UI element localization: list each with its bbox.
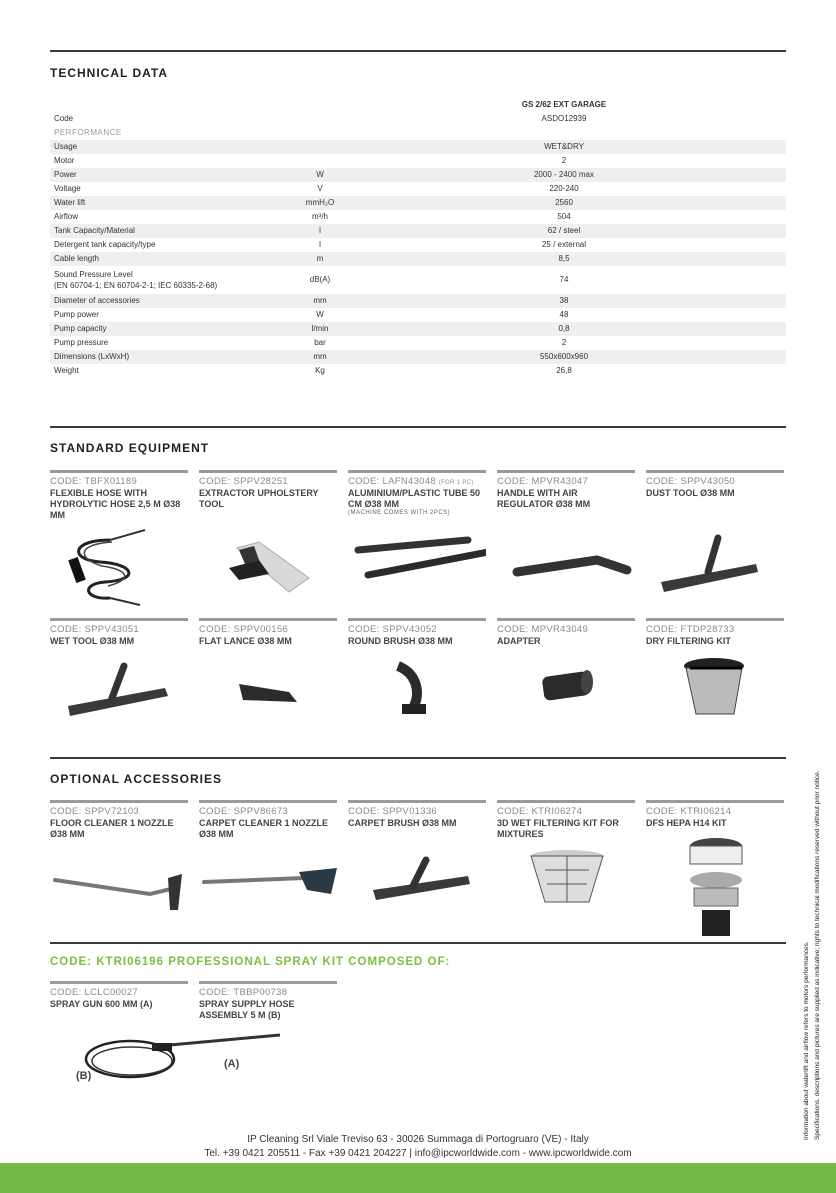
technical-data-table xyxy=(50,98,786,378)
standard-rule xyxy=(50,426,786,428)
item-code: CODE: KTRI06274 xyxy=(497,806,583,817)
item-title: FLAT LANCE Ø38 MM xyxy=(199,636,292,646)
equipment-card xyxy=(497,470,635,510)
table-row: Airflow m³/h 504 xyxy=(54,212,571,221)
accessory-card xyxy=(497,800,635,840)
item-title: SPRAY SUPPLY HOSE ASSEMBLY 5 M (B) xyxy=(199,999,295,1020)
equipment-card xyxy=(497,618,635,647)
item-title: FLOOR CLEANER 1 NOZZLE Ø38 MM xyxy=(50,818,174,839)
table-row: Voltage V 220-240 xyxy=(54,184,579,193)
item-title: ALUMINIUM/PLASTIC TUBE 50 CM Ø38 MM xyxy=(348,488,481,509)
table-row: Pump capacity l/min 0,8 xyxy=(50,322,786,336)
item-title: DRY FILTERING KIT xyxy=(646,636,731,646)
table-row: Weight Kg 26,8 xyxy=(54,366,572,375)
label-a: (A) xyxy=(224,1058,240,1070)
item-title: CARPET BRUSH Ø38 MM xyxy=(348,818,457,828)
footer-contact: Tel. +39 0421 205511 - Fax +39 0421 204227 | info@ipcworldwide.com - www.ipcworldwide.com xyxy=(204,1148,632,1159)
flat-lance-icon xyxy=(199,654,337,744)
item-title: CARPET CLEANER 1 NOZZLE Ø38 MM xyxy=(199,818,329,839)
item-code: CODE: TBFX01189 xyxy=(50,476,138,487)
label-b: (B) xyxy=(76,1070,92,1082)
equipment-card xyxy=(199,470,337,510)
accessory-card xyxy=(646,800,784,829)
equipment-card xyxy=(646,618,784,647)
equipment-card xyxy=(646,470,784,499)
equipment-card xyxy=(348,618,486,647)
table-row: Detergent tank capacity/type l 25 / external xyxy=(54,240,587,249)
item-title: HANDLE WITH AIR REGULATOR Ø38 MM xyxy=(497,488,591,509)
equipment-card xyxy=(348,470,486,516)
accessory-card xyxy=(348,800,486,829)
spray-kit-icon xyxy=(70,1025,310,1095)
upholstery-tool-icon xyxy=(199,520,337,610)
item-code: CODE: SPPV01336 xyxy=(348,806,437,817)
item-code: CODE: SPPV43050 xyxy=(646,476,735,487)
spray-kit-heading: CODE: KTRI06196 PROFESSIONAL SPRAY KIT COMPOSED OF: xyxy=(50,956,451,968)
table-row: Power W 2000 - 2400 max xyxy=(50,168,786,182)
item-title: FLEXIBLE HOSE WITH HYDROLYTIC HOSE 2,5 M Ø38 MM xyxy=(50,488,181,520)
item-title: ADAPTER xyxy=(497,636,541,646)
item-title: DUST TOOL Ø38 MM xyxy=(646,488,735,498)
item-title: 3D WET FILTERING KIT FOR MIXTURES xyxy=(497,818,619,839)
item-code: CODE: FTDP28733 xyxy=(646,624,735,635)
floor-cleaner-icon xyxy=(50,850,188,940)
carpet-cleaner-icon xyxy=(199,850,337,940)
item-code: CODE: SPPV43052 xyxy=(348,624,437,635)
item-title: DFS HEPA H14 KIT xyxy=(646,818,727,828)
item-code: CODE: LAFN43048 (FOR 1 PC) xyxy=(348,476,474,487)
item-note: (MACHINE COMES WITH 2PCS) xyxy=(348,510,451,516)
dust-tool-icon xyxy=(646,520,784,610)
wet-tool-icon xyxy=(50,654,188,744)
equipment-card xyxy=(50,618,188,647)
item-code: CODE: SPPV00156 xyxy=(199,624,288,635)
optional-rule xyxy=(50,757,786,759)
side-note: Information about waterlift and airflow refers to motors performances. Specifications, descriptions and pictures are supplied as indicative; rights to technical modifications reserved without prior notice. xyxy=(803,770,821,1140)
equipment-card xyxy=(199,618,337,647)
item-code: CODE: SPPV72103 xyxy=(50,806,139,817)
flexible-hose-icon xyxy=(50,520,188,610)
item-title: EXTRACTOR UPHOLSTERY TOOL xyxy=(199,488,319,509)
top-rule xyxy=(50,50,786,52)
equipment-card xyxy=(50,470,188,521)
item-title: ROUND BRUSH Ø38 MM xyxy=(348,636,453,646)
standard-equipment-heading: STANDARD EQUIPMENT xyxy=(50,441,210,455)
optional-accessories-heading: OPTIONAL ACCESSORIES xyxy=(50,772,223,786)
table-row: Tank Capacity/Material l 62 / steel xyxy=(50,224,786,238)
technical-data-heading: TECHNICAL DATA xyxy=(50,66,168,80)
item-code: CODE: SPPV43051 xyxy=(50,624,139,635)
item-code: CODE: MPVR43047 xyxy=(497,476,589,487)
item-code: CODE: LCLC00027 xyxy=(50,987,138,998)
carpet-brush-icon xyxy=(348,838,486,928)
item-code: CODE: SPPV86673 xyxy=(199,806,288,817)
table-row: Sound Pressure Level (EN 60704-1; EN 60704-2-1; IEC 60335-2-68) dB(A) 74 xyxy=(54,270,569,290)
footer-bar xyxy=(0,1163,836,1193)
item-title: WET TOOL Ø38 MM xyxy=(50,636,135,646)
adapter-icon xyxy=(497,654,635,744)
table-row: Pump pressure bar 2 xyxy=(54,338,567,347)
table-section-row: PERFORMANCE xyxy=(54,128,122,137)
handle-icon xyxy=(497,520,635,610)
filter-kit-icon xyxy=(646,654,784,744)
item-code: CODE: TBBP00738 xyxy=(199,987,288,998)
spray-rule xyxy=(50,942,786,944)
table-row: Code ASDO12939 xyxy=(54,114,587,123)
spray-card xyxy=(50,981,188,1010)
table-row: Diameter of accessories mm 38 xyxy=(50,294,786,308)
table-header xyxy=(50,98,786,112)
item-title: SPRAY GUN 600 MM (A) xyxy=(50,999,153,1009)
table-row: Cable length m 8,5 xyxy=(50,252,786,266)
item-code: CODE: KTRI06214 xyxy=(646,806,732,817)
spray-card xyxy=(199,981,337,1021)
table-row: Dimensions (LxWxH) mm 550x600x960 xyxy=(50,350,786,364)
wet-filter-kit-icon xyxy=(497,850,635,940)
table-row: Water lift mmH₂O 2560 xyxy=(50,196,786,210)
tube-icon xyxy=(348,530,486,620)
hepa-kit-icon xyxy=(646,836,784,940)
item-code: CODE: MPVR43049 xyxy=(497,624,589,635)
item-code: CODE: SPPV28251 xyxy=(199,476,288,487)
footer-address: IP Cleaning Srl Viale Treviso 63 - 30026 Summaga di Portogruaro (VE) - Italy xyxy=(247,1134,589,1145)
accessory-card xyxy=(199,800,337,840)
accessory-card xyxy=(50,800,188,840)
model-name: GS 2/62 EXT GARAGE xyxy=(521,100,607,109)
table-row: Pump power W 48 xyxy=(54,310,569,319)
round-brush-icon xyxy=(348,654,486,744)
table-row: Usage WET&DRY xyxy=(50,140,786,154)
table-row: Motor 2 xyxy=(54,156,567,165)
